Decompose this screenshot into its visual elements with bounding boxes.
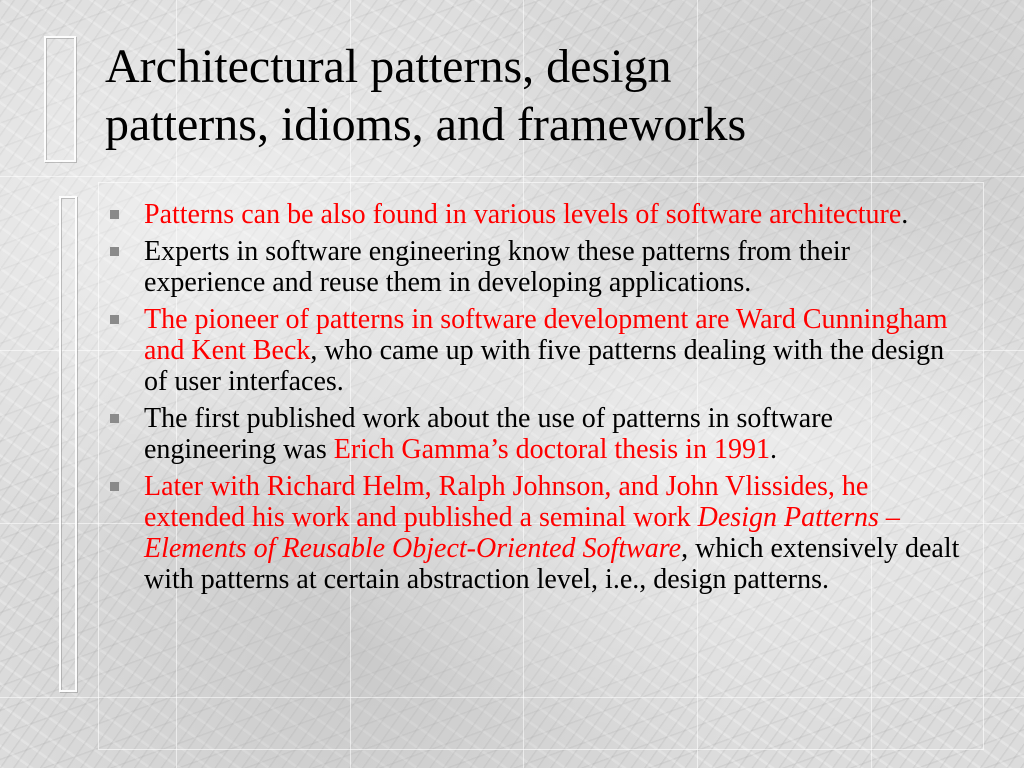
body-deco-bar (59, 196, 77, 692)
bullet-text: . (901, 199, 909, 230)
bullet-text: Experts in software engineering know these patterns from their experience and reuse them in developing applications. (144, 236, 851, 298)
bullet-item (110, 403, 960, 465)
bullet-text-highlight: The pioneer of patterns in software development are Ward Cunningham and Kent Beck (144, 304, 948, 366)
bullet-item (110, 471, 960, 595)
bullet-item (110, 304, 960, 397)
bullet-text-highlight: Later with Richard Helm, Ralph Johnson, and John Vlissides, he extended his work and published a seminal work (144, 471, 869, 533)
slide-title (105, 38, 985, 154)
bullet-square-icon (110, 247, 119, 256)
book-title-text: Design Patterns – Elements of Reusable Object-Oriented Software (144, 502, 900, 564)
bullet-square-icon (110, 210, 119, 219)
bullet-text-highlight: Erich Gamma’s doctoral thesis in 1991 (333, 434, 770, 465)
bullet-text: The first published work about the use of patterns in software engineering was (144, 403, 833, 465)
bullet-text: . (769, 434, 777, 465)
bullet-text: , which extensively dealt with patterns at certain abstraction level, i.e., design patterns. (144, 533, 960, 595)
title-deco-bar (44, 36, 76, 162)
bullet-text-highlight: Patterns can be also found in various levels of software architecture (144, 199, 902, 230)
bullet-item (110, 236, 960, 298)
bullet-item (110, 199, 960, 230)
title-line-1: Architectural patterns, design (105, 40, 672, 93)
background-grid-line (0, 176, 1024, 177)
bullet-square-icon (110, 414, 119, 423)
bullet-list (110, 199, 960, 601)
bullet-square-icon (110, 482, 119, 491)
title-line-2: patterns, idioms, and frameworks (105, 98, 747, 151)
bullet-square-icon (110, 315, 119, 324)
bullet-text: , who came up with five patterns dealing with the design of user interfaces. (144, 335, 945, 397)
